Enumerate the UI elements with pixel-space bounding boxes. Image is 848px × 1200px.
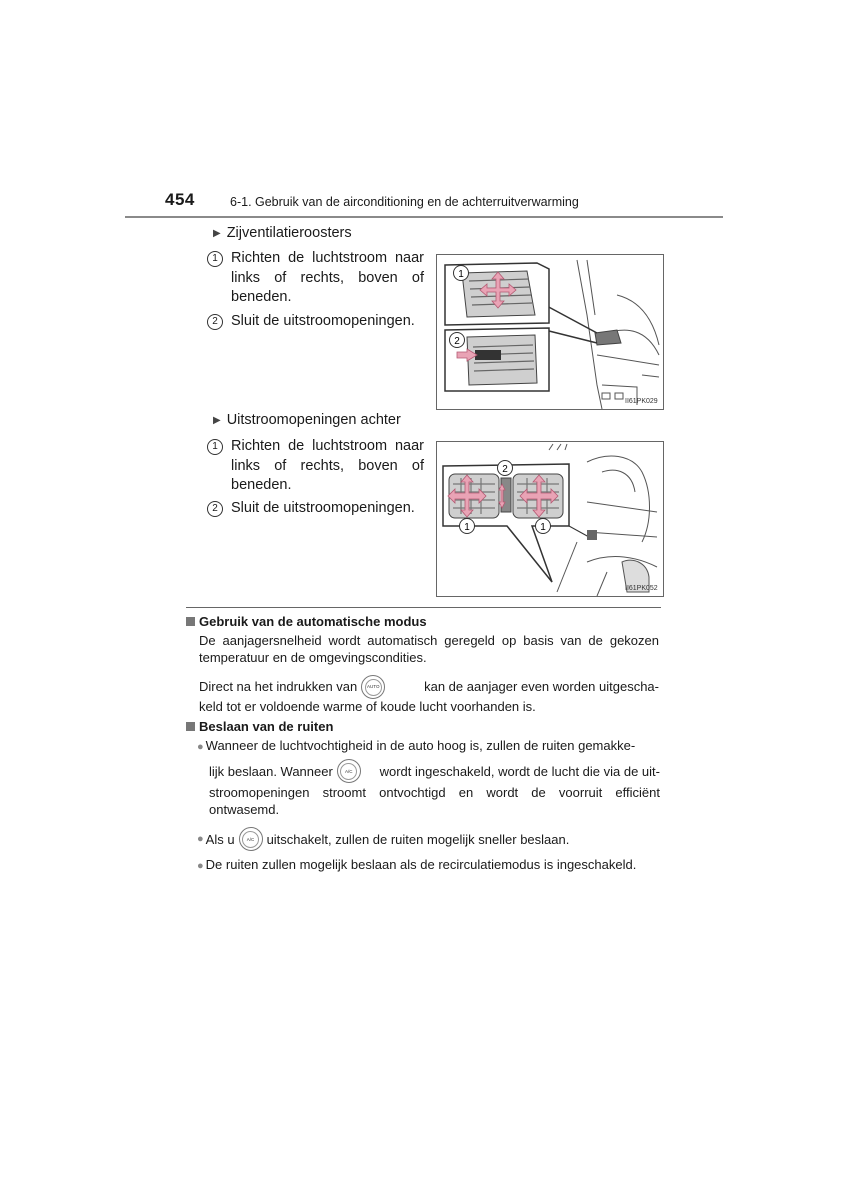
fogging-bullet-1 — [197, 737, 660, 756]
circled-number: 1 — [207, 251, 223, 267]
svg-text:1: 1 — [458, 269, 464, 280]
side-vent-drawing — [437, 255, 663, 409]
square-bullet-icon — [186, 722, 195, 731]
side-vents-item-2 — [207, 312, 437, 332]
auto-mode-paragraph-2 — [199, 675, 659, 715]
rear-vent-illustration — [436, 441, 664, 597]
side-vents-item-1-text: Richten de luchtstroom naar links of rechts, boven of beneden. — [231, 250, 424, 305]
section-divider — [186, 607, 661, 608]
rear-vents-item-2 — [207, 499, 437, 519]
auto-mode-text-after: kan de aanjager even worden uitgescha- — [424, 679, 659, 694]
fogging-b1-after: wordt ingeschakeld, wordt de lucht die via de uit- — [379, 763, 660, 779]
rear-vents-item-1 — [207, 437, 424, 496]
auto-mode-paragraph-1: De aanjagersnelheid wordt automatisch geregeld op basis van de gekozen temperatuur en de omgevingscondities. — [199, 633, 659, 665]
fogging-bullet-3 — [197, 856, 660, 875]
side-vent-illustration — [436, 254, 664, 410]
circled-number: 2 — [207, 501, 223, 517]
bullet-dot-icon: ● — [197, 741, 204, 753]
fogging-b1-rest: stroomopeningen stroomt ontvochtigd en wordt de voorruit efficiënt ontwasemd. — [209, 785, 660, 817]
auto-mode-text-before: Direct na het indrukken van — [199, 679, 358, 694]
ac-button-icon: A/C — [337, 759, 361, 783]
auto-mode-heading-text: Gebruik van de automatische modus — [199, 614, 427, 629]
circled-number: 2 — [207, 314, 223, 330]
fogging-bullet-2 — [197, 827, 660, 851]
svg-text:2: 2 — [454, 336, 460, 347]
svg-text:1: 1 — [464, 522, 470, 533]
rear-vents-item-2-text: Sluit de uitstroomopeningen. — [231, 500, 415, 516]
auto-button-icon: AUTO — [361, 675, 385, 699]
fogging-b2-before: Als u — [205, 831, 235, 847]
auto-mode-text-line2: keld tot er voldoende warme of koude lucht voorhanden is. — [199, 699, 536, 714]
circled-number: 1 — [207, 439, 223, 455]
side-vents-heading — [213, 225, 352, 241]
side-vents-item-2-text: Sluit de uitstroomopeningen. — [231, 313, 415, 329]
triangle-bullet-icon: ▶ — [213, 414, 221, 426]
fogging-b1-line1: Wanneer de luchtvochtigheid in de auto hoog is, zullen de ruiten gemakke- — [205, 738, 636, 753]
fogging-bullet-1-cont — [209, 759, 660, 818]
fogging-heading — [186, 719, 333, 734]
svg-text:2: 2 — [502, 464, 508, 475]
auto-mode-heading — [186, 614, 427, 629]
rear-vent-drawing — [437, 442, 663, 596]
figure-code: II61PK029 — [625, 398, 658, 405]
figure-code: II61PK052 — [625, 585, 658, 592]
ac-button-icon: A/C — [239, 827, 263, 851]
header-divider — [125, 216, 723, 218]
fogging-b2-after: uitschakelt, zullen de ruiten mogelijk sneller beslaan. — [266, 831, 570, 847]
fogging-heading-text: Beslaan van de ruiten — [199, 719, 334, 734]
side-vents-heading-text: Zijventilatieroosters — [226, 225, 352, 241]
svg-text:1: 1 — [540, 522, 546, 533]
fogging-b1-before: lijk beslaan. Wanneer — [209, 763, 333, 779]
bullet-dot-icon: ● — [197, 832, 204, 845]
triangle-bullet-icon: ▶ — [213, 227, 221, 239]
page-number: 454 — [165, 190, 195, 209]
side-vents-item-1 — [207, 249, 424, 308]
rear-vents-heading — [213, 412, 401, 428]
square-bullet-icon — [186, 617, 195, 626]
rear-vents-item-1-text: Richten de luchtstroom naar links of rechts, boven of beneden. — [231, 438, 424, 493]
rear-vents-heading-text: Uitstroomopeningen achter — [226, 412, 401, 428]
fogging-b3-text: De ruiten zullen mogelijk beslaan als de recirculatiemodus is ingeschakeld. — [205, 857, 637, 872]
running-head: 6-1. Gebruik van de airconditioning en de achterruitverwarming — [230, 195, 579, 209]
bullet-dot-icon: ● — [197, 860, 204, 872]
